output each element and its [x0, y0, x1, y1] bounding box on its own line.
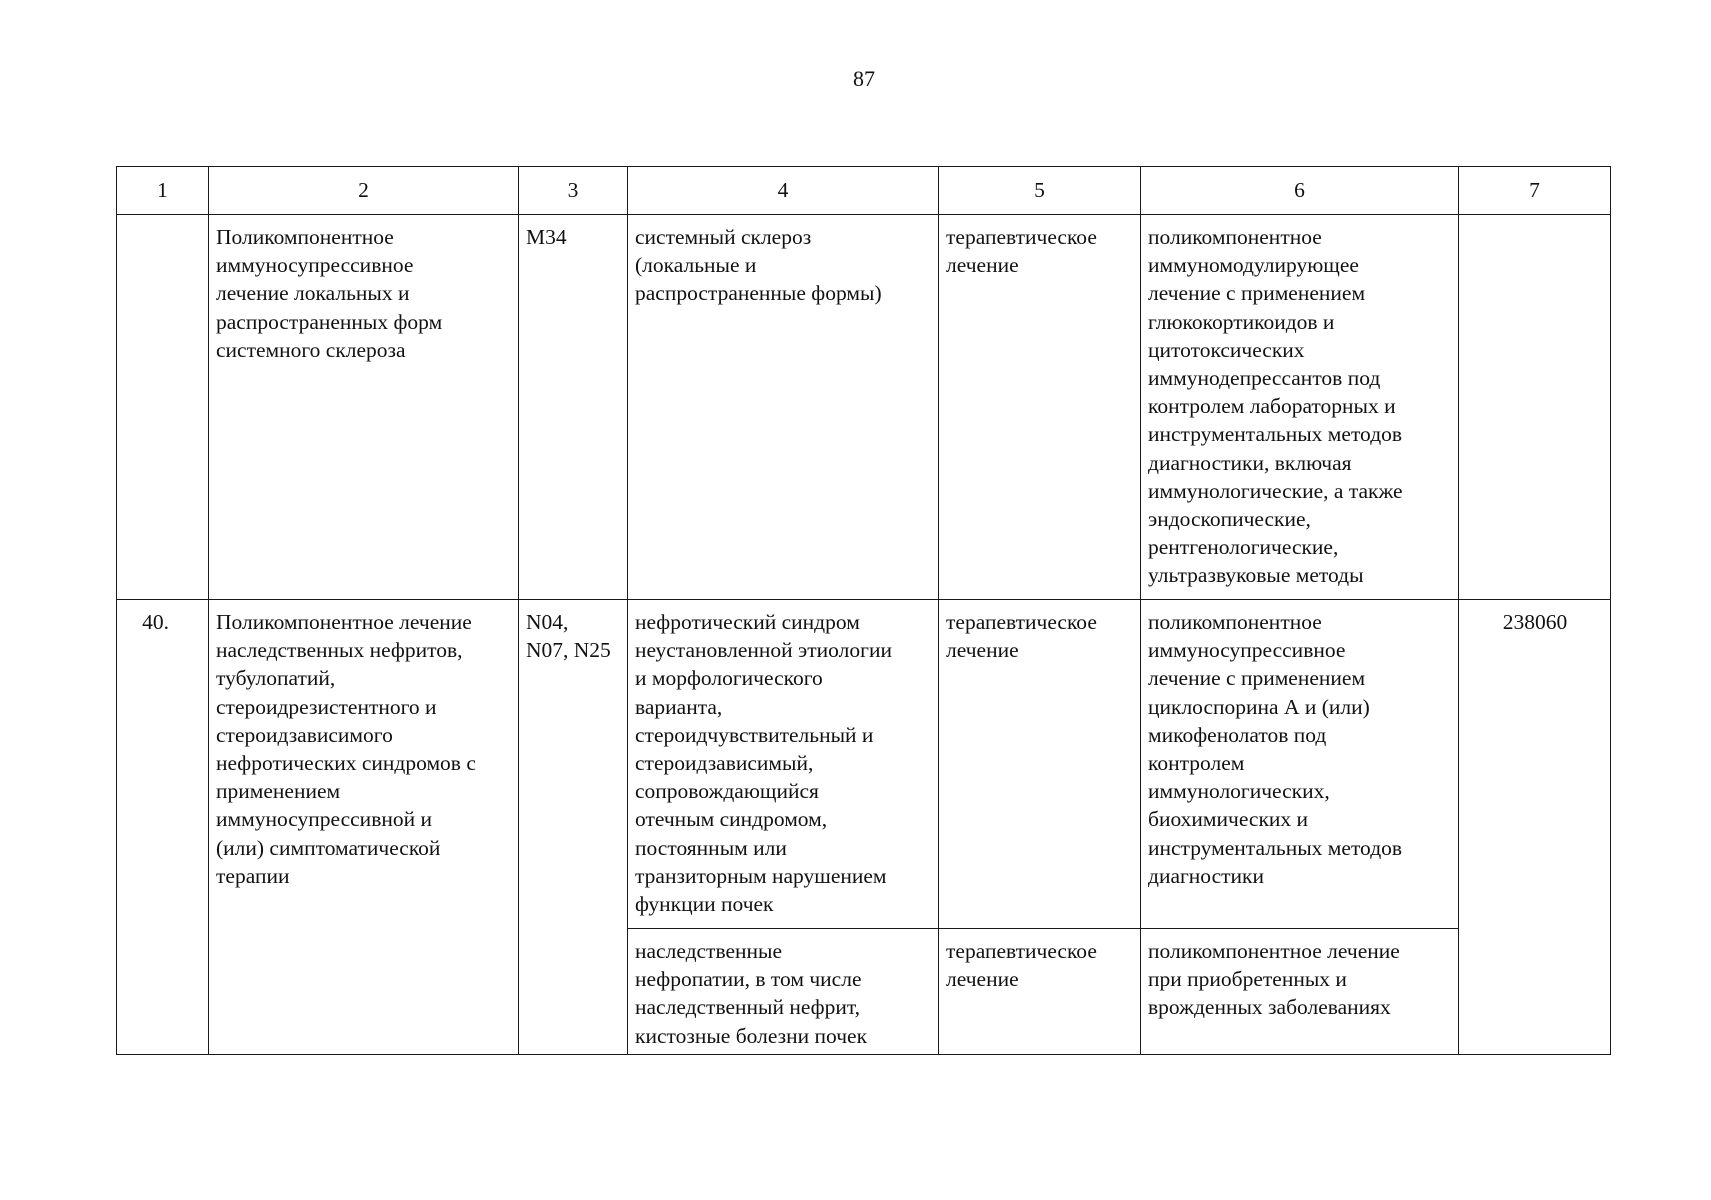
- row-number-cell: 40.: [117, 600, 209, 1055]
- header-cell-6: 6: [1141, 167, 1459, 215]
- medical-care-table: [116, 166, 1611, 1055]
- treatment-method-cell: поликомпонентное лечение при приобретенных и врожденных заболеваниях: [1141, 929, 1459, 1055]
- table-header-row: [117, 167, 1611, 215]
- patient-model-cell: системный склероз (локальные и распространенные формы): [628, 215, 939, 600]
- patient-model-cell: наследственные нефропатии, в том числе наследственный нефрит, кистозные болезни почек: [628, 929, 939, 1055]
- header-cell-4: 4: [628, 167, 939, 215]
- treatment-type-cell: терапевтическое лечение: [939, 929, 1141, 1055]
- page-number: 87: [853, 66, 875, 91]
- table-row: [117, 600, 1611, 929]
- patient-model-cell: нефротический синдром неустановленной этиологии и морфологического варианта, стероидчувствительный и стероидзависимый, сопровождающийся отечным синдромом, постоянным или транзиторным нарушением функции почек: [628, 600, 939, 929]
- treatment-type-cell: терапевтическое лечение: [939, 600, 1141, 929]
- header-cell-3: 3: [519, 167, 628, 215]
- row-number-cell: [117, 215, 209, 600]
- treatment-type-cell: терапевтическое лечение: [939, 215, 1141, 600]
- price-cell: [1459, 215, 1611, 600]
- care-type-name-cell: Поликомпонентное иммуносупрессивное лечение локальных и распространенных форм системного склероза: [209, 215, 519, 600]
- icd-code-cell: N04, N07, N25: [519, 600, 628, 1055]
- treatment-method-cell: поликомпонентное иммуносупрессивное лечение с применением циклоспорина А и (или) микофенолатов под контролем иммунологических, биохимических и инструментальных методов диагностики: [1141, 600, 1459, 929]
- care-type-name-cell: Поликомпонентное лечение наследственных нефритов, тубулопатий, стероидрезистентного и стероидзависимого нефротических синдромов с применением иммуносупрессивной и (или) симптоматической терапии: [209, 600, 519, 1055]
- table-row: [117, 215, 1611, 600]
- icd-code-cell: M34: [519, 215, 628, 600]
- header-cell-7: 7: [1459, 167, 1611, 215]
- price-cell: 238060: [1459, 600, 1611, 1055]
- header-cell-2: 2: [209, 167, 519, 215]
- header-cell-1: 1: [117, 167, 209, 215]
- header-cell-5: 5: [939, 167, 1141, 215]
- treatment-method-cell: поликомпонентное иммуномодулирующее лечение с применением глюкокортикоидов и цитотоксических иммунодепрессантов под контролем лабораторных и инструментальных методов диагностики, включая иммунологические, а также эндоскопические, рентгенологические, ультразвуковые методы: [1141, 215, 1459, 600]
